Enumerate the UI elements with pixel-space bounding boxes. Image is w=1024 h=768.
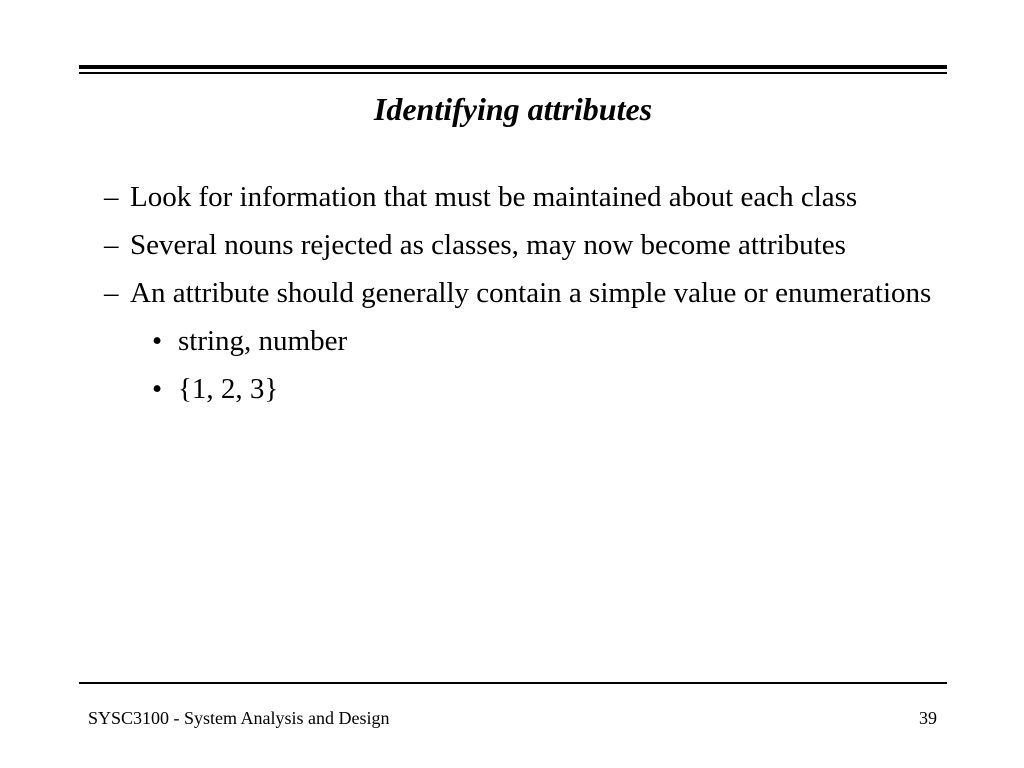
bullet-item (104, 272, 936, 314)
sub-bullet-text: string, number (178, 325, 348, 357)
dash-marker: – (104, 229, 119, 261)
bullet-text: Look for information that must be maintained about each class (130, 181, 858, 213)
title-rule-thick (79, 65, 947, 69)
title-rule-thin (79, 72, 947, 74)
dash-marker: – (104, 181, 119, 213)
bullet-text: An attribute should generally contain a simple value or enumerations (130, 277, 932, 309)
dash-marker: – (104, 277, 119, 309)
sub-bullet-item (152, 320, 936, 362)
footer-course-name: SYSC3100 - System Analysis and Design (88, 708, 390, 728)
bullet-item (104, 176, 936, 218)
slide-body (104, 176, 936, 416)
footer-rule (79, 682, 947, 684)
sub-bullet-text: {1, 2, 3} (178, 373, 279, 405)
bullet-marker: • (152, 373, 163, 405)
slide-title: Identifying attributes (373, 91, 653, 127)
bullet-text: Several nouns rejected as classes, may now become attributes (130, 229, 846, 261)
sub-bullet-item (152, 368, 936, 410)
bullet-marker: • (152, 325, 163, 357)
page-number: 39 (919, 708, 937, 728)
bullet-item (104, 224, 936, 266)
